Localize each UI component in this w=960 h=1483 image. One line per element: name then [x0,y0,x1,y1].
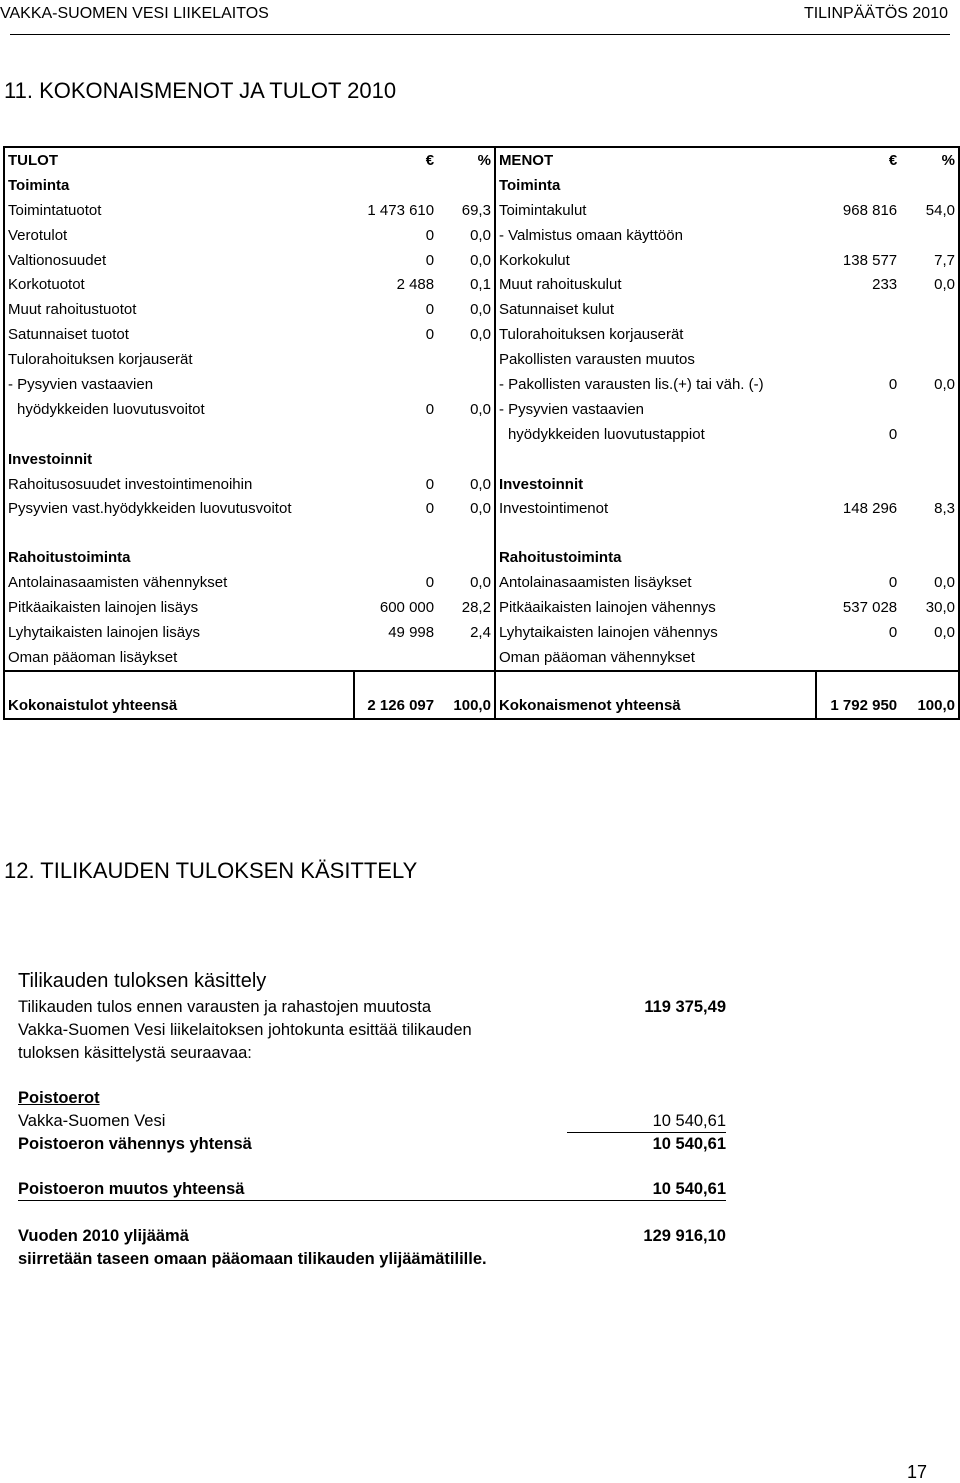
income-euro [354,645,437,671]
table-row [4,447,959,472]
income-euro: 0 [425,500,435,518]
income-euro [354,545,437,570]
expense-euro [816,173,900,198]
expense-pct: 0,0 [900,272,959,297]
expense-euro [816,645,900,671]
income-label: Investoinnit [4,447,354,472]
header-tulot: TULOT [4,147,354,173]
expense-euro [816,521,900,545]
expense-euro: 0 [888,574,898,592]
expense-pct [900,223,959,248]
expense-euro: 148 296 [842,500,898,518]
table-row [4,372,959,397]
expense-euro [816,447,900,472]
income-euro: 2 488 [396,276,435,294]
income-label: Verotulot [4,223,354,248]
header-menot: MENOT [495,147,816,173]
expense-label [495,521,816,545]
income-euro: 0 [425,574,435,592]
income-pct: 0,0 [470,500,491,518]
expense-euro [816,397,900,422]
expense-pct [900,521,959,545]
board-line-1: Vakka-Suomen Vesi liikelaitoksen johtokunta esittää tilikauden [18,1021,472,1039]
income-pct: 100,0 [437,671,495,719]
income-pct: 69,3 [461,201,491,219]
expense-euro [816,545,900,570]
income-pct: 0,0 [470,475,491,493]
expense-pct [900,322,959,347]
income-label: Antolainasaamisten vähennykset [4,570,354,595]
income-pct [437,372,495,397]
board-line-2: tuloksen käsittelystä seuraavaa: [18,1044,252,1062]
income-label: Satunnaiset tuotot [4,322,354,347]
expense-label: Toiminta [495,173,816,198]
expense-euro [816,297,900,322]
expense-label: Rahoitustoiminta [495,545,816,570]
table-row [4,521,959,545]
subtotal-rule [567,1132,726,1133]
table-row [4,570,959,595]
expense-euro: 0 [888,375,898,393]
income-euro: 0 [425,301,435,319]
expense-pct [900,472,959,497]
table-row [4,297,959,322]
income-pct: 0,0 [470,226,491,244]
header-euro2: € [816,147,900,173]
decrease-row [18,1135,726,1154]
expense-label: Toimintakulut [495,198,816,223]
income-label: Tulorahoituksen korjauserät [4,347,354,372]
expense-pct [900,447,959,472]
expense-euro [816,472,900,497]
surplus-row [18,1227,726,1246]
table-row [4,620,959,645]
income-label: Rahoitustoiminta [4,545,354,570]
expense-euro [816,223,900,248]
expense-label: Pitkäaikaisten lainojen vähennys [495,595,816,620]
income-label: Muut rahoitustuotot [4,297,354,322]
table-row [4,496,959,521]
income-euro: 0 [425,226,435,244]
expense-label: Tulorahoituksen korjauserät [495,322,816,347]
table-row [4,272,959,297]
section-12-title: 12. TILIKAUDEN TULOKSEN KÄSITTELY [4,858,418,883]
expense-pct [900,297,959,322]
income-pct [437,347,495,372]
expense-euro [816,322,900,347]
income-euro: 0 [425,326,435,344]
table-row [4,248,959,273]
result-row [18,998,726,1017]
expense-label: Investointimenot [495,496,816,521]
vsv-label: Vakka-Suomen Vesi [18,1112,166,1130]
income-euro [354,173,437,198]
income-euro [354,521,437,545]
income-label: Kokonaistulot yhteensä [4,671,354,719]
expense-pct: 7,7 [900,248,959,273]
page-header [0,0,950,35]
table-row [4,347,959,372]
income-euro: 2 126 097 [354,671,437,719]
table-row [4,422,959,447]
table-row [4,545,959,570]
header-pct2: % [900,147,959,173]
expense-euro [816,347,900,372]
expense-label: Korkokulut [495,248,816,273]
expense-pct [900,645,959,671]
income-pct: 28,2 [461,599,491,617]
income-pct: 0,0 [470,400,491,418]
income-pct [437,645,495,671]
income-pct [437,173,495,198]
income-euro [354,347,437,372]
income-pct: 0,0 [470,574,491,592]
result-label: Tilikauden tulos ennen varausten ja rahastojen muutosta [18,998,432,1016]
decrease-label: Poistoeron vähennys yhtensä [18,1135,252,1153]
expense-euro: 138 577 [842,251,898,269]
expense-euro: 0 [888,623,898,641]
income-label: Korkotuotot [4,272,354,297]
income-pct [437,447,495,472]
surplus-label: Vuoden 2010 ylijäämä [18,1227,189,1245]
income-euro: 600 000 [379,599,435,617]
header-pct: % [437,147,495,173]
expense-label: hyödykkeiden luovutustappiot [495,422,816,447]
table-row [4,322,959,347]
income-label: Toiminta [4,173,354,198]
page-number: 17 [907,1462,928,1482]
table-row [4,397,959,422]
expense-label: - Pysyvien vastaavien [495,397,816,422]
expense-label: Kokonaismenot yhteensä [495,671,816,719]
doc-title: TILINPÄÄTÖS 2010 [803,5,948,22]
income-label: Toimintatuotot [4,198,354,223]
table-header-row [4,147,959,173]
income-label: hyödykkeiden luovutusvoitot [4,397,354,422]
income-pct: 2,4 [470,623,491,641]
expense-label: Oman pääoman vähennykset [495,645,816,671]
expense-euro: 233 [872,276,898,294]
expense-pct [900,422,959,447]
change-row [18,1180,726,1199]
income-pct: 0,0 [470,251,491,269]
expense-pct [900,173,959,198]
income-label: Oman pääoman lisäykset [4,645,354,671]
expense-pct: 0,0 [900,570,959,595]
table-row [4,173,959,198]
expense-pct: 54,0 [900,198,959,223]
income-euro: 0 [425,475,435,493]
expense-euro: 968 816 [842,201,898,219]
org-name: VAKKA-SUOMEN VESI LIIKELAITOS [0,5,269,22]
table-row [4,671,959,719]
table-row [4,223,959,248]
expense-pct [900,397,959,422]
expense-label: Antolainasaamisten lisäykset [495,570,816,595]
change-value: 10 540,61 [652,1180,726,1198]
table-row [4,472,959,497]
expense-label: Pakollisten varausten muutos [495,347,816,372]
income-label: Pitkäaikaisten lainojen lisäys [4,595,354,620]
expense-pct: 30,0 [900,595,959,620]
income-euro: 0 [425,400,435,418]
income-pct: 0,1 [470,276,491,294]
income-label [4,521,354,545]
table-row [4,595,959,620]
change-label: Poistoeron muutos yhteensä [18,1180,245,1198]
surplus-value: 129 916,10 [643,1227,726,1245]
income-label: Valtionosuudet [4,248,354,273]
expense-pct: 100,0 [900,671,959,719]
table-row [4,198,959,223]
income-pct [437,422,495,447]
income-expense-table [3,146,960,720]
vsv-value: 10 540,61 [652,1112,726,1130]
transfer-text: siirretään taseen omaan pääomaan tilikauden ylijäämätilille. [18,1250,487,1268]
expense-pct: 0,0 [900,620,959,645]
table-row [4,645,959,671]
income-pct [437,521,495,545]
income-label [4,422,354,447]
income-euro: 0 [425,251,435,269]
income-pct [437,545,495,570]
income-euro [354,372,437,397]
expense-pct: 8,3 [900,496,959,521]
income-euro [354,447,437,472]
header-euro: € [354,147,437,173]
poistoerot-heading: Poistoerot [18,1089,100,1107]
expense-label: - Pakollisten varausten lis.(+) tai väh. (-) [495,372,816,397]
decrease-value: 10 540,61 [652,1135,726,1153]
expense-label: Lyhytaikaisten lainojen vähennys [495,620,816,645]
expense-pct [900,347,959,372]
expense-euro: 1 792 950 [816,671,900,719]
income-label: - Pysyvien vastaavien [4,372,354,397]
expense-pct [900,545,959,570]
income-euro: 49 998 [388,623,435,641]
income-euro: 1 473 610 [367,201,435,219]
income-label: Rahoitusosuudet investointimenoihin [4,472,354,497]
vsv-row [18,1112,726,1131]
section-11-title: 11. KOKONAISMENOT JA TULOT 2010 [4,78,397,103]
result-heading: Tilikauden tuloksen käsittely [18,970,267,992]
expense-pct: 0,0 [900,372,959,397]
total-rule [18,1200,726,1201]
expense-euro: 537 028 [842,599,898,617]
income-label: Pysyvien vast.hyödykkeiden luovutusvoitot [4,496,354,521]
expense-euro: 0 [888,425,898,443]
expense-label [495,447,816,472]
income-pct: 0,0 [470,301,491,319]
income-pct: 0,0 [470,326,491,344]
expense-label: Investoinnit [495,472,816,497]
result-value: 119 375,49 [644,998,726,1016]
income-label: Lyhytaikaisten lainojen lisäys [4,620,354,645]
expense-label: Muut rahoituskulut [495,272,816,297]
expense-label: - Valmistus omaan käyttöön [495,223,816,248]
income-euro [354,422,437,447]
expense-label: Satunnaiset kulut [495,297,816,322]
